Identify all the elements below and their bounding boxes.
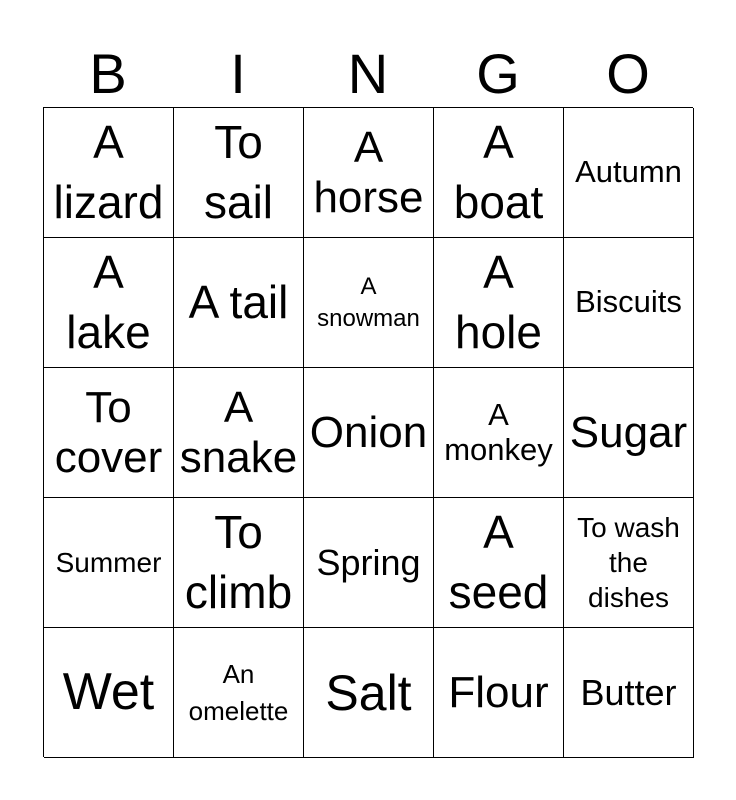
header-letter-b: B [89, 42, 127, 105]
cell-text: To cover [54, 383, 163, 482]
cell-text: Wet [62, 662, 155, 721]
cell-text: To sail [203, 115, 274, 228]
cell-text: A snake [179, 383, 298, 482]
cell-text: A seed [448, 505, 549, 618]
cell-text: A monkey [444, 396, 553, 467]
cell-text: Butter [580, 671, 677, 713]
cell-text: Biscuits [575, 284, 682, 320]
cell-text: A snowman [317, 273, 420, 332]
header-letter-n: N [347, 42, 389, 105]
bingo-cell[interactable] [174, 238, 304, 368]
cell-text: Summer [55, 547, 162, 578]
cell-text: A hole [455, 245, 542, 358]
bingo-cell[interactable] [174, 498, 304, 628]
bingo-cell[interactable] [44, 628, 174, 758]
cell-text: To wash the dishes [577, 512, 680, 613]
bingo-cell[interactable] [434, 628, 564, 758]
cell-text: Sugar [569, 407, 688, 457]
bingo-cell[interactable] [174, 368, 304, 498]
bingo-cell[interactable] [44, 498, 174, 628]
cell-text: A tail [188, 275, 289, 328]
cell-text: Onion [309, 407, 428, 457]
bingo-cell[interactable] [304, 628, 434, 758]
cell-text: An omelette [188, 659, 289, 726]
bingo-board [43, 107, 693, 757]
bingo-cell[interactable] [44, 108, 174, 238]
bingo-cell[interactable] [564, 108, 694, 238]
bingo-cell[interactable] [434, 108, 564, 238]
bingo-cell[interactable] [304, 108, 434, 238]
bingo-cell[interactable] [564, 628, 694, 758]
bingo-cell[interactable] [304, 368, 434, 498]
cell-text: A boat [453, 115, 544, 228]
header-letter-o: O [606, 42, 650, 105]
header-letter-i: I [230, 42, 246, 105]
cell-text: Flour [448, 667, 549, 717]
bingo-cell[interactable] [304, 498, 434, 628]
cell-text: A horse [313, 123, 424, 222]
bingo-cell[interactable] [304, 238, 434, 368]
cell-text: Salt [325, 664, 412, 721]
bingo-cell[interactable] [564, 498, 694, 628]
bingo-cell[interactable] [44, 238, 174, 368]
cell-text: Autumn [575, 154, 682, 190]
bingo-cell[interactable] [44, 368, 174, 498]
cell-text: To climb [184, 505, 293, 618]
cell-text: Spring [316, 541, 421, 583]
cell-text: A lake [66, 245, 151, 358]
bingo-cell[interactable] [174, 108, 304, 238]
cell-text: A lizard [53, 115, 164, 228]
bingo-cell[interactable] [434, 368, 564, 498]
bingo-cell[interactable] [564, 368, 694, 498]
header-letter-g: G [476, 42, 520, 105]
bingo-cell[interactable] [564, 238, 694, 368]
bingo-header [43, 40, 693, 108]
bingo-cell[interactable] [174, 628, 304, 758]
bingo-cell[interactable] [434, 238, 564, 368]
bingo-cell[interactable] [434, 498, 564, 628]
